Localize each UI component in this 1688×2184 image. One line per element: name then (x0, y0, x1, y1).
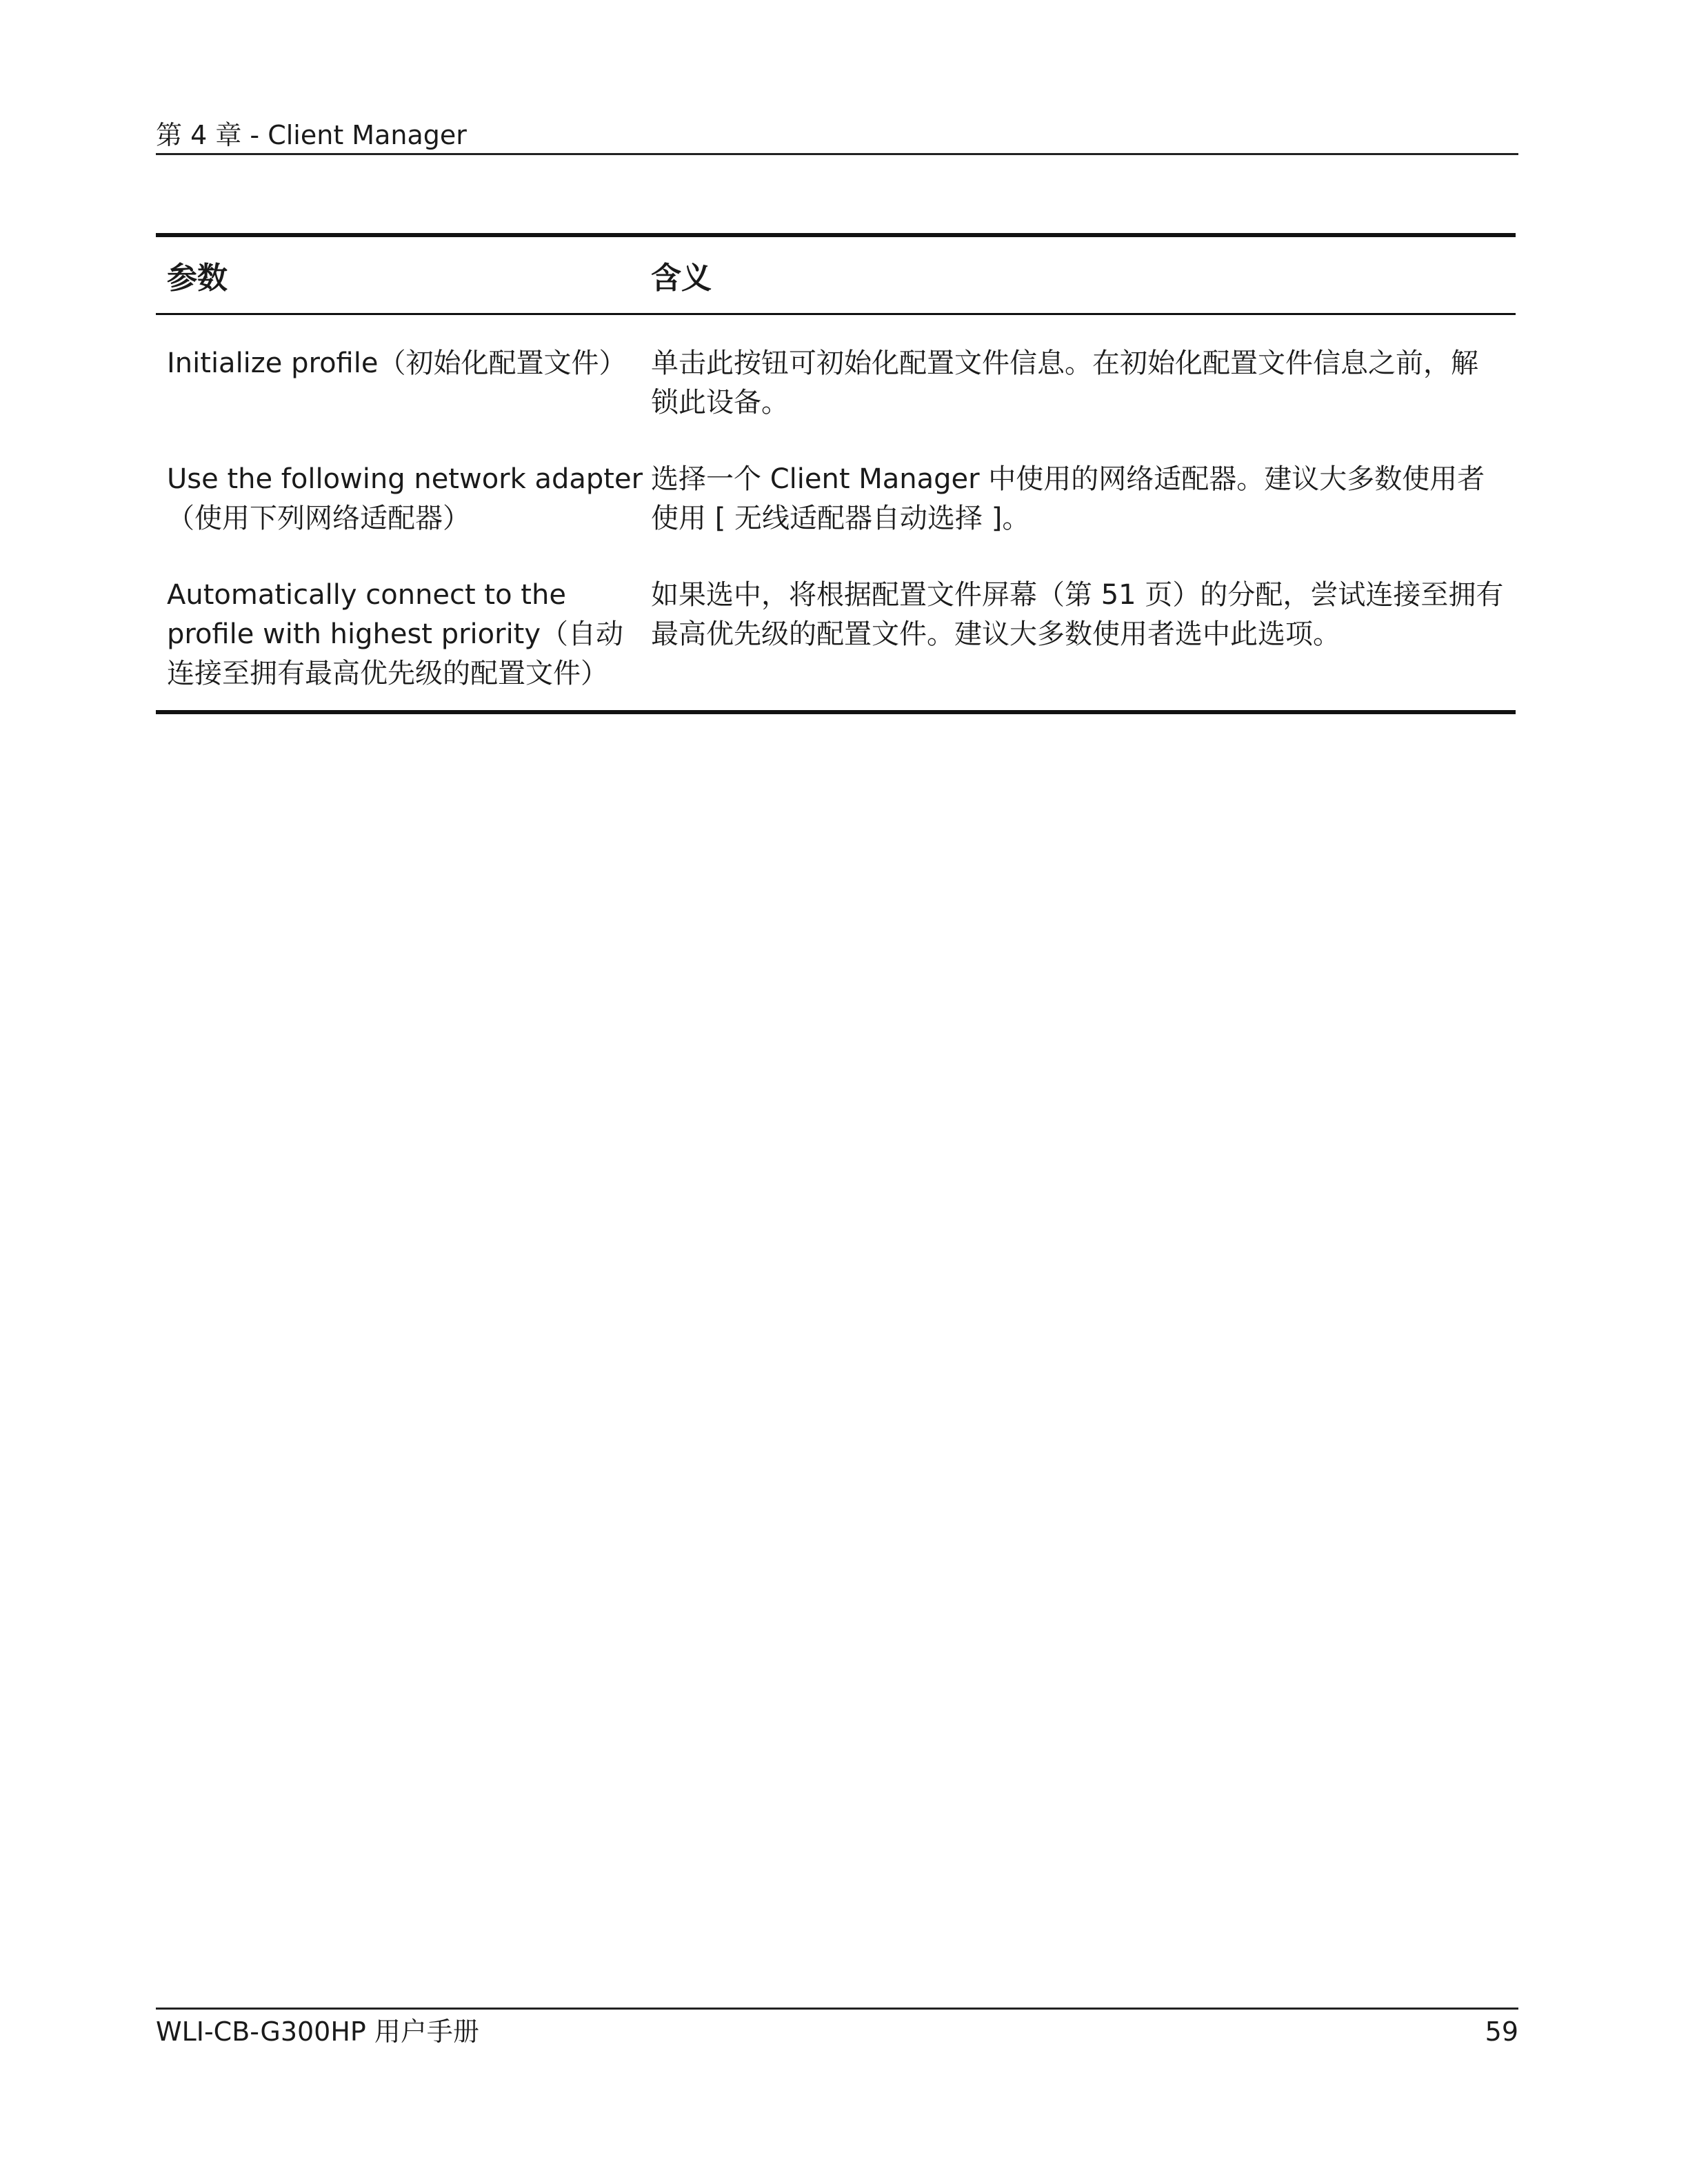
parameter-cell: Use the following network adapter（使用下列网络适配器） (167, 463, 643, 534)
parameter-cell: Automatically connect to the profile with highest priority（自动连接至拥有最高优先级的配置文件） (167, 579, 624, 689)
meaning-cell: 单击此按钮可初始化配置文件信息。在初始化配置文件信息之前，解锁此设备。 (651, 347, 1478, 418)
page-number: 59 (1485, 2016, 1518, 2047)
table-header-row (156, 237, 1516, 313)
column-header-parameter: 参数 (167, 261, 228, 296)
footer-manual-title: WLI-CB-G300HP 用户手册 (156, 2016, 479, 2047)
running-header: 第 4 章 - Client Manager (156, 120, 467, 150)
footer-rule (156, 2008, 1518, 2010)
column-header-meaning: 含义 (651, 261, 712, 296)
table-row (156, 315, 1516, 423)
parameter-table (156, 233, 1516, 714)
table-bottom-rule (156, 710, 1516, 714)
parameter-cell: Initialize profile（初始化配置文件） (167, 347, 627, 379)
header-rule (156, 153, 1518, 155)
table-row (156, 423, 1516, 538)
meaning-cell: 选择一个 Client Manager 中使用的网络适配器。建议大多数使用者使用 [ 无线适配器自动选择 ]。 (651, 463, 1485, 534)
meaning-cell: 如果选中，将根据配置文件屏幕（第 51 页）的分配，尝试连接至拥有最高优先级的配置文件。建议大多数使用者选中此选项。 (651, 579, 1504, 650)
table-row (156, 538, 1516, 710)
